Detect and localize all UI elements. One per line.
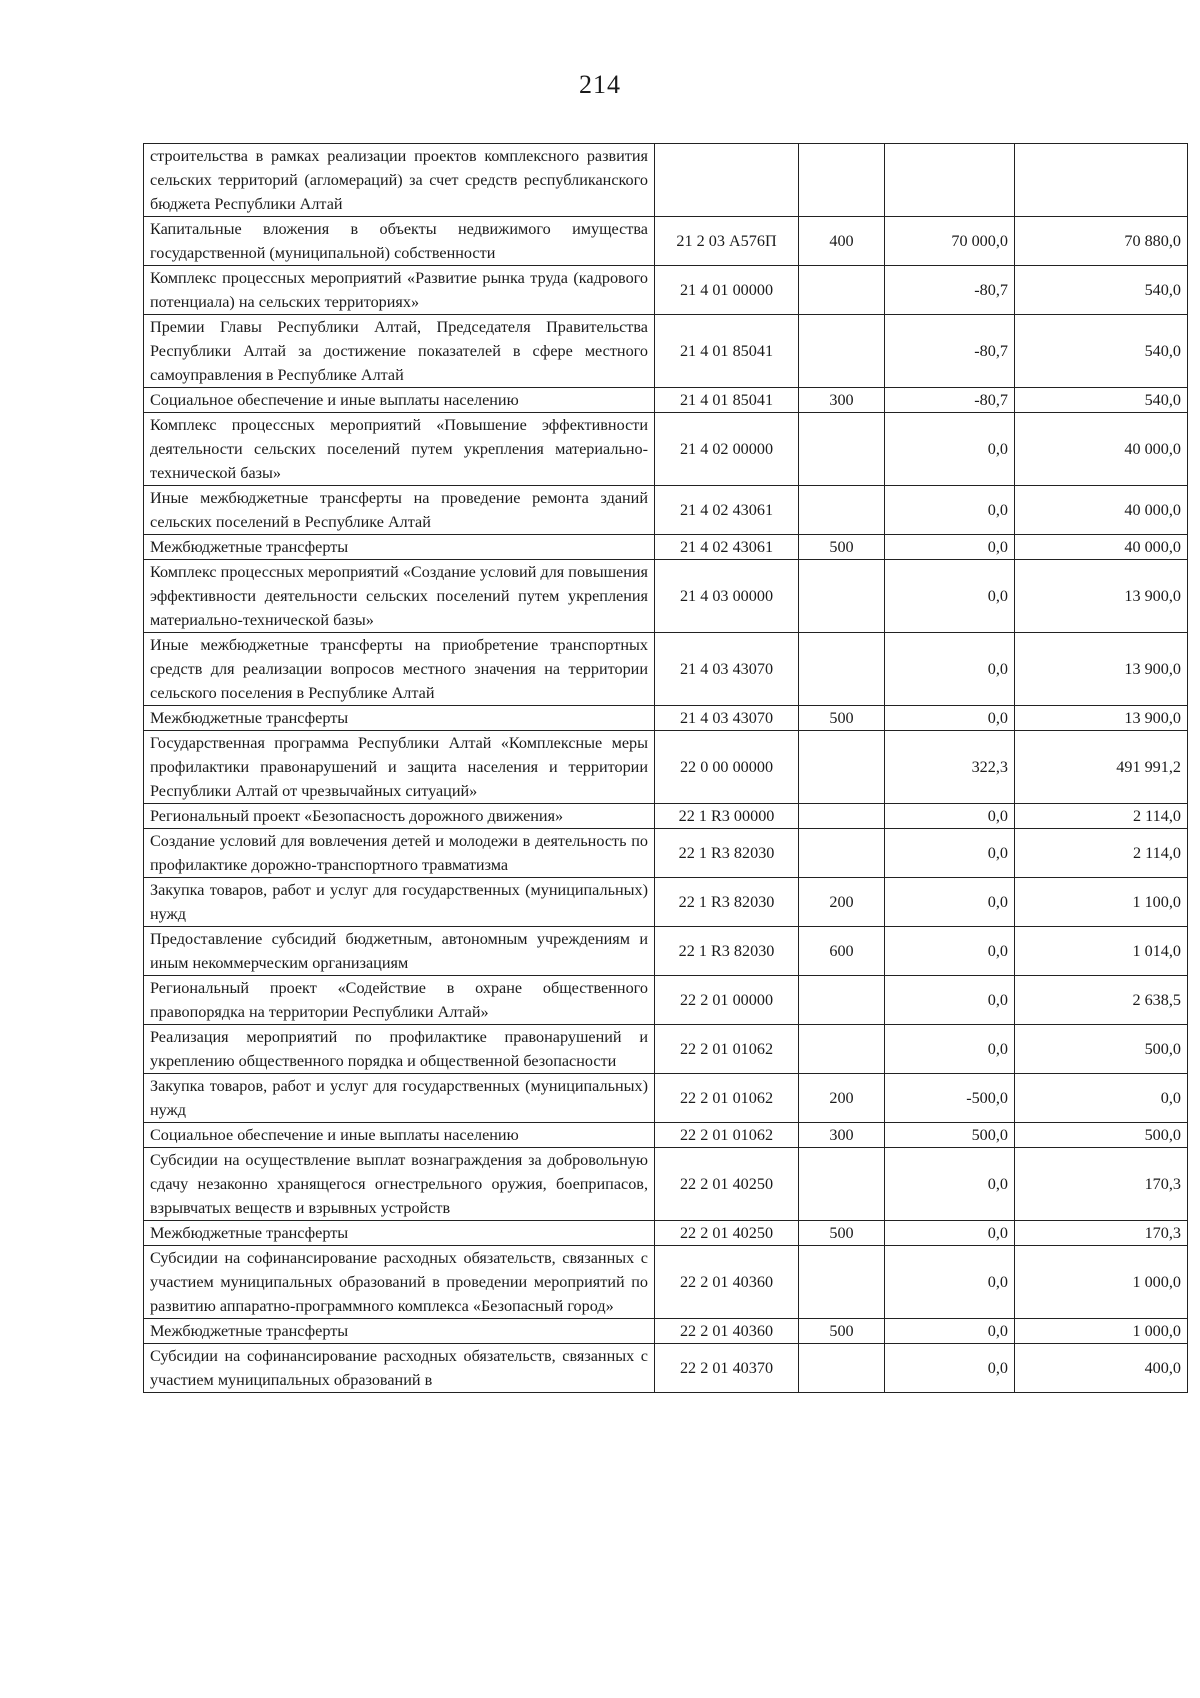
row-total-amount: 1 000,0 bbox=[1015, 1246, 1188, 1319]
table-row bbox=[144, 1123, 1188, 1148]
row-name: Закупка товаров, работ и услуг для государственных (муниципальных) нужд bbox=[144, 878, 655, 927]
table-row bbox=[144, 731, 1188, 804]
row-change-amount: 0,0 bbox=[885, 927, 1015, 976]
table-row bbox=[144, 976, 1188, 1025]
row-name: Субсидии на софинансирование расходных обязательств, связанных с участием муниципальных образований в bbox=[144, 1344, 655, 1393]
row-expense-type: 200 bbox=[799, 878, 885, 927]
row-total-amount: 70 880,0 bbox=[1015, 217, 1188, 266]
row-expense-type: 500 bbox=[799, 1221, 885, 1246]
row-code: 21 4 01 00000 bbox=[655, 266, 799, 315]
table-row bbox=[144, 266, 1188, 315]
row-expense-type bbox=[799, 413, 885, 486]
row-expense-type bbox=[799, 1025, 885, 1074]
row-name: Межбюджетные трансферты bbox=[144, 1319, 655, 1344]
row-expense-type bbox=[799, 266, 885, 315]
row-expense-type bbox=[799, 1148, 885, 1221]
row-expense-type: 200 bbox=[799, 1074, 885, 1123]
row-total-amount: 540,0 bbox=[1015, 315, 1188, 388]
row-change-amount: 0,0 bbox=[885, 976, 1015, 1025]
row-code: 22 2 01 40360 bbox=[655, 1319, 799, 1344]
row-name: Субсидии на софинансирование расходных обязательств, связанных с участием муниципальных образований в проведении мероприятий по развитию аппаратно-программного комплекса «Безопасный город» bbox=[144, 1246, 655, 1319]
table-row bbox=[144, 486, 1188, 535]
row-name: Субсидии на осуществление выплат вознаграждения за добровольную сдачу незаконно хранящегося огнестрельного оружия, боеприпасов, взрывчатых веществ и взрывных устройств bbox=[144, 1148, 655, 1221]
row-change-amount: 322,3 bbox=[885, 731, 1015, 804]
row-name: Комплекс процессных мероприятий «Повышение эффективности деятельности сельских поселений путем укрепления материально-технической базы» bbox=[144, 413, 655, 486]
row-expense-type: 500 bbox=[799, 706, 885, 731]
table-row bbox=[144, 927, 1188, 976]
row-total-amount: 170,3 bbox=[1015, 1148, 1188, 1221]
row-name: Иные межбюджетные трансферты на приобретение транспортных средств для реализации вопросов местного значения на территории сельского поселения в Республике Алтай bbox=[144, 633, 655, 706]
row-change-amount: -80,7 bbox=[885, 266, 1015, 315]
row-name: Реализация мероприятий по профилактике правонарушений и укреплению общественного порядка и общественной безопасности bbox=[144, 1025, 655, 1074]
row-expense-type: 600 bbox=[799, 927, 885, 976]
row-name: Государственная программа Республики Алтай «Комплексные меры профилактики правонарушений и защита населения и территории Республики Алтай от чрезвычайных ситуаций» bbox=[144, 731, 655, 804]
row-name: Создание условий для вовлечения детей и молодежи в деятельность по профилактике дорожно-транспортного травматизма bbox=[144, 829, 655, 878]
row-code: 22 2 01 00000 bbox=[655, 976, 799, 1025]
row-change-amount: 0,0 bbox=[885, 1221, 1015, 1246]
table-row bbox=[144, 1344, 1188, 1393]
row-code: 22 2 01 40360 bbox=[655, 1246, 799, 1319]
table-row bbox=[144, 829, 1188, 878]
row-change-amount: -80,7 bbox=[885, 315, 1015, 388]
row-expense-type bbox=[799, 144, 885, 217]
row-name: Комплекс процессных мероприятий «Развитие рынка труда (кадрового потенциала) на сельских территориях» bbox=[144, 266, 655, 315]
row-name: Межбюджетные трансферты bbox=[144, 706, 655, 731]
row-name: Межбюджетные трансферты bbox=[144, 535, 655, 560]
row-expense-type bbox=[799, 804, 885, 829]
row-expense-type bbox=[799, 731, 885, 804]
table-row bbox=[144, 1074, 1188, 1123]
row-expense-type bbox=[799, 829, 885, 878]
row-total-amount: 40 000,0 bbox=[1015, 535, 1188, 560]
row-change-amount: 0,0 bbox=[885, 1025, 1015, 1074]
row-name: Предоставление субсидий бюджетным, автономным учреждениям и иным некоммерческим организациям bbox=[144, 927, 655, 976]
row-change-amount: 0,0 bbox=[885, 1344, 1015, 1393]
row-total-amount: 540,0 bbox=[1015, 266, 1188, 315]
row-name: Премии Главы Республики Алтай, Председателя Правительства Республики Алтай за достижение показателей в сфере местного самоуправления в Республике Алтай bbox=[144, 315, 655, 388]
table-row bbox=[144, 560, 1188, 633]
row-total-amount bbox=[1015, 144, 1188, 217]
row-expense-type bbox=[799, 315, 885, 388]
row-change-amount: 70 000,0 bbox=[885, 217, 1015, 266]
row-code: 21 4 02 43061 bbox=[655, 535, 799, 560]
row-expense-type: 300 bbox=[799, 388, 885, 413]
row-expense-type bbox=[799, 976, 885, 1025]
row-expense-type bbox=[799, 560, 885, 633]
row-expense-type: 500 bbox=[799, 535, 885, 560]
budget-table bbox=[143, 143, 1188, 1393]
row-total-amount: 500,0 bbox=[1015, 1123, 1188, 1148]
row-change-amount: 500,0 bbox=[885, 1123, 1015, 1148]
row-total-amount: 500,0 bbox=[1015, 1025, 1188, 1074]
row-total-amount: 491 991,2 bbox=[1015, 731, 1188, 804]
row-change-amount: 0,0 bbox=[885, 535, 1015, 560]
row-change-amount: 0,0 bbox=[885, 560, 1015, 633]
table-row bbox=[144, 1319, 1188, 1344]
row-expense-type: 400 bbox=[799, 217, 885, 266]
row-total-amount: 40 000,0 bbox=[1015, 413, 1188, 486]
row-code: 22 2 01 40250 bbox=[655, 1221, 799, 1246]
row-code: 22 2 01 40250 bbox=[655, 1148, 799, 1221]
table-row bbox=[144, 706, 1188, 731]
table-row bbox=[144, 535, 1188, 560]
row-code: 21 4 03 43070 bbox=[655, 706, 799, 731]
row-name: Иные межбюджетные трансферты на проведение ремонта зданий сельских поселений в Республике Алтай bbox=[144, 486, 655, 535]
row-name: Капитальные вложения в объекты недвижимого имущества государственной (муниципальной) собственности bbox=[144, 217, 655, 266]
row-name: Комплекс процессных мероприятий «Создание условий для повышения эффективности деятельности сельских поселений путем укрепления материально-технической базы» bbox=[144, 560, 655, 633]
row-name: Социальное обеспечение и иные выплаты населению bbox=[144, 388, 655, 413]
row-change-amount bbox=[885, 144, 1015, 217]
table-row bbox=[144, 217, 1188, 266]
row-change-amount: 0,0 bbox=[885, 706, 1015, 731]
row-expense-type bbox=[799, 1344, 885, 1393]
row-name: Региональный проект «Содействие в охране общественного правопорядка на территории Республики Алтай» bbox=[144, 976, 655, 1025]
row-change-amount: -500,0 bbox=[885, 1074, 1015, 1123]
row-change-amount: 0,0 bbox=[885, 486, 1015, 535]
row-name: Социальное обеспечение и иные выплаты населению bbox=[144, 1123, 655, 1148]
row-expense-type bbox=[799, 486, 885, 535]
row-code: 21 4 03 00000 bbox=[655, 560, 799, 633]
row-code: 22 1 R3 82030 bbox=[655, 927, 799, 976]
row-code: 22 1 R3 82030 bbox=[655, 829, 799, 878]
row-change-amount: 0,0 bbox=[885, 804, 1015, 829]
row-code: 22 2 01 01062 bbox=[655, 1123, 799, 1148]
row-total-amount: 1 014,0 bbox=[1015, 927, 1188, 976]
row-expense-type: 300 bbox=[799, 1123, 885, 1148]
row-total-amount: 1 100,0 bbox=[1015, 878, 1188, 927]
budget-table-body bbox=[144, 144, 1188, 1393]
row-change-amount: 0,0 bbox=[885, 633, 1015, 706]
row-code: 21 4 03 43070 bbox=[655, 633, 799, 706]
row-code: 21 4 01 85041 bbox=[655, 315, 799, 388]
row-code bbox=[655, 144, 799, 217]
row-total-amount: 2 114,0 bbox=[1015, 829, 1188, 878]
row-change-amount: 0,0 bbox=[885, 1148, 1015, 1221]
row-name: Региональный проект «Безопасность дорожного движения» bbox=[144, 804, 655, 829]
row-total-amount: 2 638,5 bbox=[1015, 976, 1188, 1025]
row-code: 21 4 02 43061 bbox=[655, 486, 799, 535]
row-change-amount: 0,0 bbox=[885, 413, 1015, 486]
row-name: Закупка товаров, работ и услуг для государственных (муниципальных) нужд bbox=[144, 1074, 655, 1123]
row-change-amount: 0,0 bbox=[885, 878, 1015, 927]
table-row bbox=[144, 804, 1188, 829]
table-row bbox=[144, 1221, 1188, 1246]
row-total-amount: 400,0 bbox=[1015, 1344, 1188, 1393]
row-expense-type bbox=[799, 1246, 885, 1319]
row-code: 22 2 01 40370 bbox=[655, 1344, 799, 1393]
row-total-amount: 13 900,0 bbox=[1015, 560, 1188, 633]
table-row bbox=[144, 1025, 1188, 1074]
table-row bbox=[144, 413, 1188, 486]
row-expense-type bbox=[799, 633, 885, 706]
row-name: Межбюджетные трансферты bbox=[144, 1221, 655, 1246]
row-name: строительства в рамках реализации проектов комплексного развития сельских территорий (агломераций) за счет средств республиканского бюджета Республики Алтай bbox=[144, 144, 655, 217]
row-total-amount: 2 114,0 bbox=[1015, 804, 1188, 829]
page-number: 214 bbox=[579, 70, 621, 99]
table-row bbox=[144, 388, 1188, 413]
table-row bbox=[144, 144, 1188, 217]
row-total-amount: 170,3 bbox=[1015, 1221, 1188, 1246]
row-total-amount: 1 000,0 bbox=[1015, 1319, 1188, 1344]
row-code: 22 1 R3 00000 bbox=[655, 804, 799, 829]
row-total-amount: 0,0 bbox=[1015, 1074, 1188, 1123]
table-row bbox=[144, 633, 1188, 706]
table-row bbox=[144, 315, 1188, 388]
row-change-amount: 0,0 bbox=[885, 1246, 1015, 1319]
table-row bbox=[144, 1148, 1188, 1221]
row-total-amount: 13 900,0 bbox=[1015, 633, 1188, 706]
row-code: 22 1 R3 82030 bbox=[655, 878, 799, 927]
row-code: 21 4 02 00000 bbox=[655, 413, 799, 486]
table-row bbox=[144, 1246, 1188, 1319]
row-change-amount: 0,0 bbox=[885, 1319, 1015, 1344]
row-total-amount: 40 000,0 bbox=[1015, 486, 1188, 535]
row-code: 22 0 00 00000 bbox=[655, 731, 799, 804]
row-change-amount: 0,0 bbox=[885, 829, 1015, 878]
row-code: 21 2 03 А576П bbox=[655, 217, 799, 266]
row-total-amount: 540,0 bbox=[1015, 388, 1188, 413]
table-row bbox=[144, 878, 1188, 927]
row-code: 22 2 01 01062 bbox=[655, 1025, 799, 1074]
row-change-amount: -80,7 bbox=[885, 388, 1015, 413]
row-code: 21 4 01 85041 bbox=[655, 388, 799, 413]
row-total-amount: 13 900,0 bbox=[1015, 706, 1188, 731]
row-expense-type: 500 bbox=[799, 1319, 885, 1344]
row-code: 22 2 01 01062 bbox=[655, 1074, 799, 1123]
